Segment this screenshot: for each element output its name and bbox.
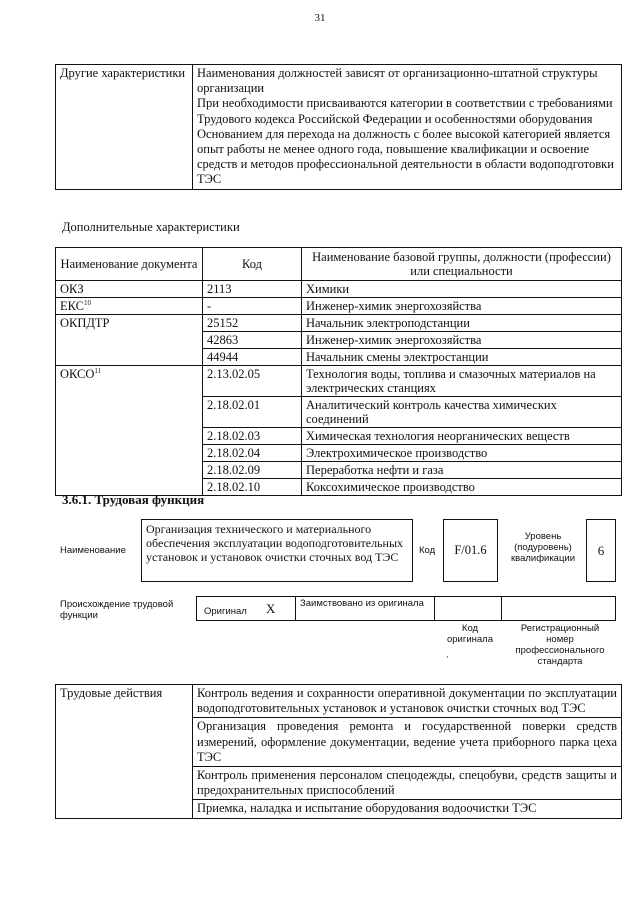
specialty-cell: Начальник электроподстанции	[302, 315, 622, 332]
code-cell: 2.18.02.01	[203, 397, 302, 428]
additional-characteristics-body	[56, 281, 622, 496]
table-row	[56, 281, 622, 298]
specialty-cell: Коксохимическое производство	[302, 479, 622, 496]
function-origin-label: Происхождение трудовой функции	[60, 599, 174, 621]
table-row	[56, 298, 622, 315]
specialty-cell: Аналитический контроль качества химических соединений	[302, 397, 622, 428]
code-cell: 2.18.02.09	[203, 462, 302, 479]
document-cell	[56, 298, 203, 315]
characteristic-paragraph: При необходимости присваиваются категории в соответствии с требованиями Трудового кодекса Российской Федерации и особенностями оборудования	[197, 96, 613, 126]
qualification-level-box: 6	[586, 519, 616, 582]
document-name: ОКСО	[60, 367, 95, 381]
labor-function-title: 3.6.1. Трудовая функция	[62, 492, 205, 507]
column-header-name: Наименование базовой группы, должности (профессии) или специальности	[302, 248, 622, 281]
table-row	[56, 366, 622, 397]
characteristic-paragraph: Основанием для перехода на должность с более высокой категорией является опыт работы не менее одного года, повышение квалификации и освоение средств и методов профессиональной деятельности в области водоподготовки ТЭС	[197, 126, 614, 187]
specialty-cell: Переработка нефти и газа	[302, 462, 622, 479]
document-name: ОКПДТР	[60, 316, 110, 330]
labor-actions-label: Трудовые действия	[56, 685, 193, 819]
other-characteristics-table	[55, 64, 622, 190]
table-row	[56, 315, 622, 332]
code-cell: 2113	[203, 281, 302, 298]
borrowed-label: Заимствовано из оригинала	[300, 598, 424, 609]
code-cell: 2.18.02.03	[203, 428, 302, 445]
specialty-cell: Химическая технология неорганических веществ	[302, 428, 622, 445]
column-header-code: Код	[203, 248, 302, 281]
code-cell: 2.18.02.10	[203, 479, 302, 496]
labor-action-item: Организация проведения ремонта и государственной поверки средств измерений, оформление документации, ведение учета приборного парка цеха ТЭС	[193, 718, 622, 767]
specialty-cell: Начальник смены электростанции	[302, 349, 622, 366]
code-cell: 2.18.02.04	[203, 445, 302, 462]
registration-number-label: Регистрационный номер профессионального стандарта	[515, 623, 605, 667]
function-code-label: Код	[419, 545, 436, 556]
additional-characteristics-title: Дополнительные характеристики	[62, 220, 240, 234]
code-cell: 42863	[203, 332, 302, 349]
other-characteristics-content	[193, 65, 622, 190]
labor-action-item: Приемка, наладка и испытание оборудования водоочистки ТЭС	[193, 800, 622, 818]
additional-characteristics-table	[55, 247, 622, 496]
page-number: 31	[314, 12, 326, 24]
code-cell: -	[203, 298, 302, 315]
function-code-box: F/01.6	[443, 519, 498, 582]
code-cell: 25152	[203, 315, 302, 332]
origin-cell-reg-number	[501, 596, 616, 621]
specialty-cell: Электрохимическое производство	[302, 445, 622, 462]
original-mark: X	[266, 601, 276, 616]
column-header-document: Наименование документа	[56, 248, 203, 281]
document-name: ОКЗ	[60, 282, 84, 296]
function-name-label: Наименование	[60, 545, 126, 556]
function-name-box: Организация технического и материального обеспечения эксплуатации водоподготовительных установок и установок очистки сточных вод ТЭС	[141, 519, 413, 582]
code-cell: 2.13.02.05	[203, 366, 302, 397]
stray-dot: ·	[446, 652, 449, 662]
specialty-cell: Химики	[302, 281, 622, 298]
document-name: ЕКС	[60, 299, 84, 313]
footnote-ref: 10	[84, 298, 91, 307]
document-cell	[56, 366, 203, 496]
labor-action-item: Контроль ведения и сохранности оперативной документации по эксплуатации водоподготовительных установок и установок очистки сточных вод ТЭС	[193, 685, 622, 718]
specialty-cell: Инженер-химик энергохозяйства	[302, 298, 622, 315]
specialty-cell: Технология воды, топлива и смазочных материалов на электрических станциях	[302, 366, 622, 397]
code-original-label: Код оригинала	[446, 623, 493, 645]
labor-action-item: Контроль применения персоналом спецодежды, спецобуви, средств защиты и предохранительных приспособлений	[193, 767, 622, 800]
footnote-ref: 11	[94, 366, 102, 375]
characteristic-paragraph: Наименования должностей зависят от организационно-штатной структуры организации	[197, 66, 598, 96]
specialty-cell: Инженер-химик энергохозяйства	[302, 332, 622, 349]
document-cell	[56, 315, 203, 366]
original-label: Оригинал	[204, 606, 247, 617]
document-cell	[56, 281, 203, 298]
qualification-level-label: Уровень (подуровень) квалификации	[510, 531, 576, 564]
other-characteristics-label: Другие характеристики	[56, 65, 193, 190]
labor-actions-table	[55, 684, 622, 819]
origin-cell-code	[434, 596, 502, 621]
code-cell: 44944	[203, 349, 302, 366]
